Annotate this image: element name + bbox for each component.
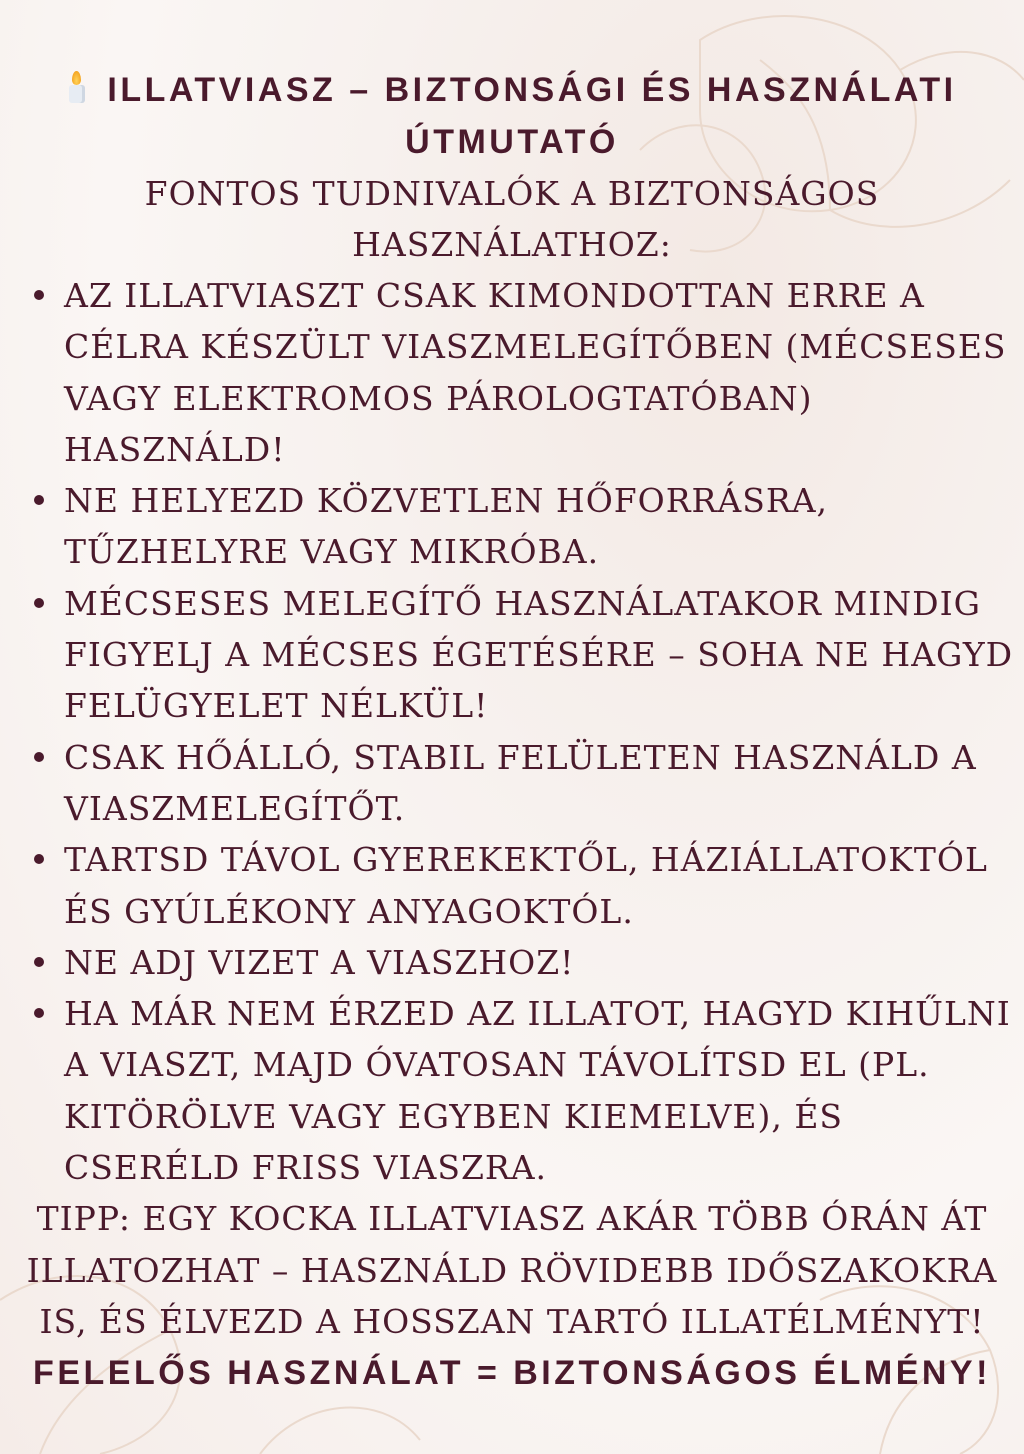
subtitle: FONTOS TUDNIVALÓK A BIZTONSÁGOS HASZNÁLATHOZ:: [144, 174, 880, 264]
list-item: MÉCSESES MELEGÍTŐ HASZNÁLATAKOR MINDIG FIGYELJ A MÉCSES ÉGETÉSÉRE – SOHA NE HAGYD FELÜGYELET NÉLKÜL!: [64, 578, 1016, 732]
bullet-icon: [34, 495, 44, 505]
bullet-icon: [34, 1008, 44, 1018]
candle-icon: [67, 69, 85, 105]
bullet-icon: [34, 598, 44, 608]
list-item: TARTSD TÁVOL GYEREKEKTŐL, HÁZIÁLLATOKTÓL ÉS GYÚLÉKONY ANYAGOKTÓL.: [64, 834, 1016, 937]
bullet-icon: [34, 957, 44, 967]
list-item: NE ADJ VIZET A VIASZHOZ!: [64, 937, 1016, 988]
list-item: HA MÁR NEM ÉRZED AZ ILLATOT, HAGYD KIHŰLNI A VIASZT, MAJD ÓVATOSAN TÁVOLÍTSD EL (PL. KITÖRÖLVE VAGY EGYBEN KIEMELVE), ÉS CSERÉLD FRISS VIASZRA.: [64, 988, 1016, 1193]
bullet-icon: [34, 290, 44, 300]
list-item: CSAK HŐÁLLÓ, STABIL FELÜLETEN HASZNÁLD A VIASZMELEGÍTŐT.: [64, 732, 1016, 835]
tip-text: TIPP: EGY KOCKA ILLATVIASZ AKÁR TÖBB ÓRÁN ÁT ILLATOZHAT – HASZNÁLD RÖVIDEBB IDŐSZAKOKRA IS, ÉS ÉLVEZD A HOSSZAN TARTÓ ILLATÉLMÉNYT!: [26, 1199, 998, 1341]
list-item: NE HELYEZD KÖZVETLEN HŐFORRÁSRA, TŰZHELYRE VAGY MIKRÓBA.: [64, 475, 1016, 578]
list-item: AZ ILLATVIASZT CSAK KIMONDOTTAN ERRE A CÉLRA KÉSZÜLT VIASZMELEGÍTŐBEN (MÉCSESES VAGY ELEKTROMOS PÁROLOGTATÓBAN) HASZNÁLD!: [64, 270, 1016, 475]
bullet-icon: [34, 854, 44, 864]
safety-rules-list: [8, 270, 1016, 1193]
page-title-text: ILLATVIASZ – BIZTONSÁGI ÉS HASZNÁLATI ÚTMUTATÓ: [107, 71, 957, 161]
footer-slogan: FELELŐS HASZNÁLAT = BIZTONSÁGOS ÉLMÉNY!: [33, 1354, 991, 1393]
bullet-icon: [34, 752, 44, 762]
page-title: [8, 64, 1016, 168]
